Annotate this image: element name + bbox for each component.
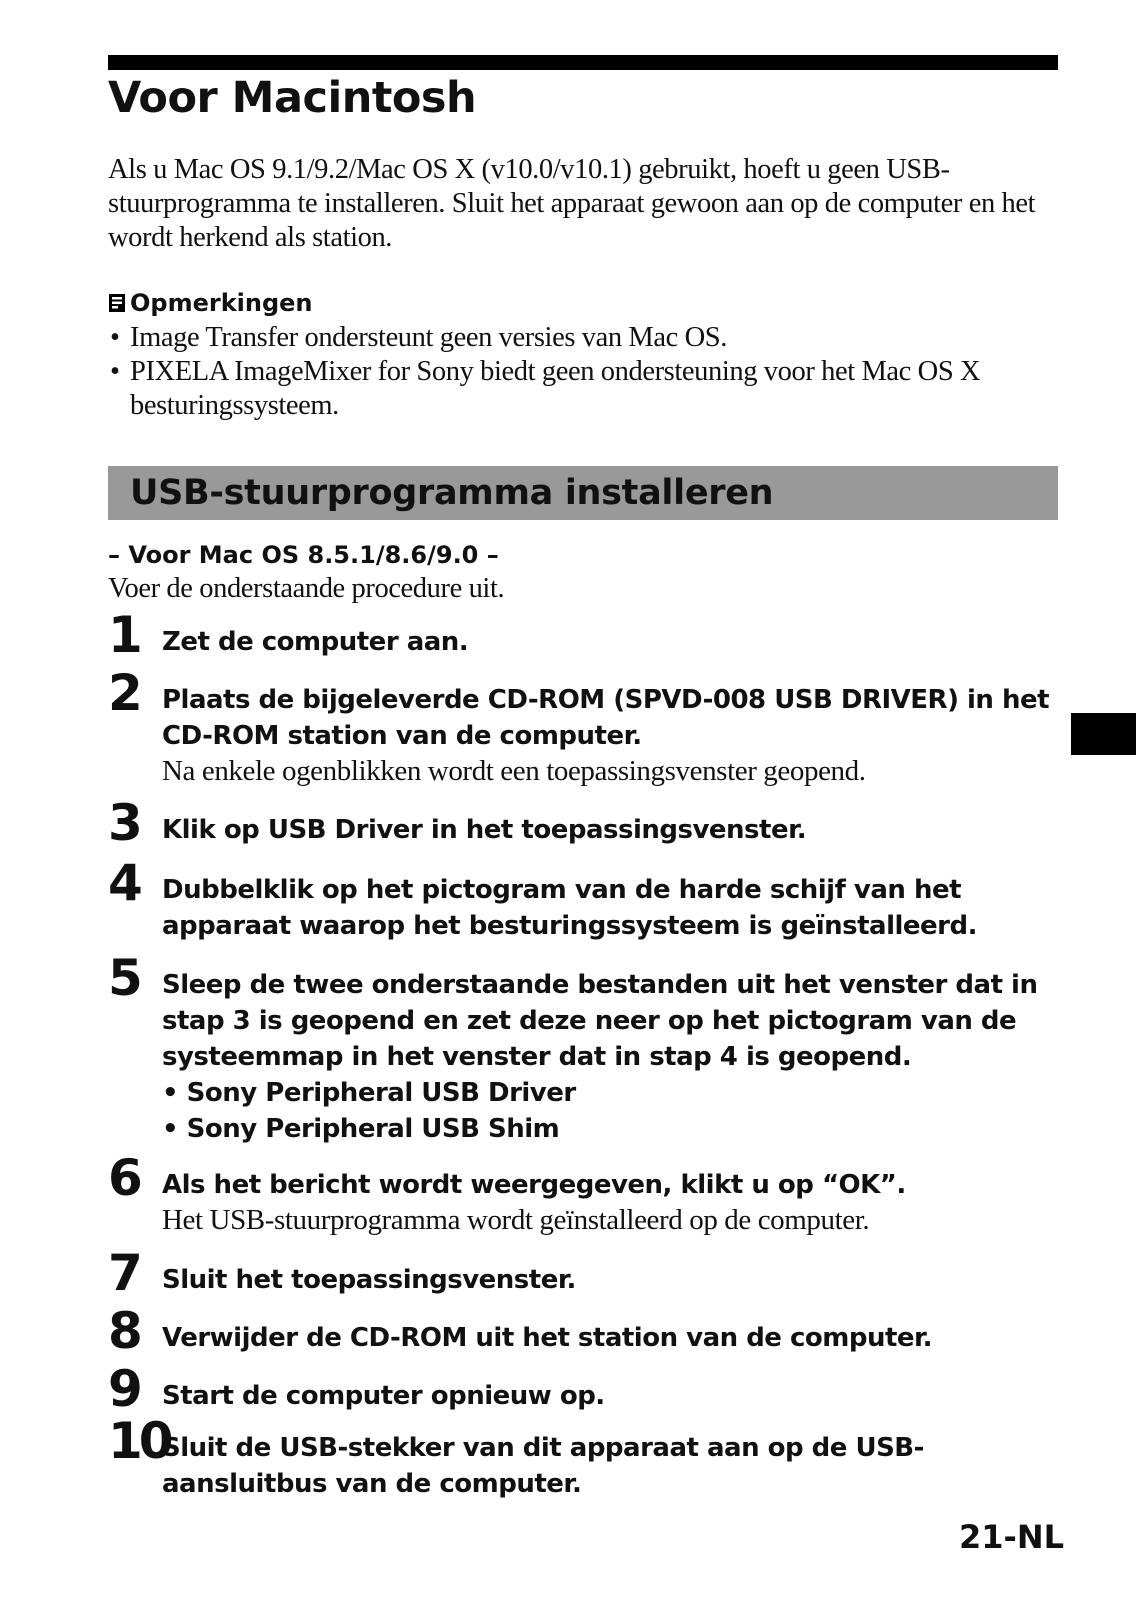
step: [108, 1360, 1058, 1418]
step-text: Sleep de twee onderstaande bestanden uit het venster dat in stap 3 is geopend en zet deze neer op het pictogram van de systeemmap in het venster dat in stap 4 is geopend.: [162, 970, 1038, 1072]
step: [108, 949, 1058, 1153]
step-number: 7: [108, 1244, 139, 1302]
list-item: • Sony Peripheral USB Driver: [162, 1078, 576, 1108]
step: [108, 1412, 1058, 1506]
intro-paragraph: Als u Mac OS 9.1/9.2/Mac OS X (v10.0/v10.1) gebruikt, hoeft u geen USB-stuurprogramma te installeren. Sluit het apparaat gewoon aan op de computer en het wordt herkend als station.: [108, 154, 1036, 253]
notes-heading-label: Opmerkingen: [130, 289, 313, 317]
step-text: Zet de computer aan.: [162, 627, 469, 657]
steps-list: [108, 606, 1058, 1506]
notes-heading: [108, 288, 313, 318]
note-text: Image Transfer ondersteunt geen versies van Mac OS.: [130, 322, 727, 353]
section-header-bar: [108, 466, 1058, 520]
step-detail: Na enkele ogenblikken wordt een toepassingsvenster geopend.: [162, 755, 866, 787]
list-item: [108, 321, 1058, 355]
step: [108, 1302, 1058, 1364]
step-text: Plaats de bijgeleverde CD-ROM (SPVD-008 USB DRIVER) in het CD-ROM station van de computer.: [162, 685, 1050, 751]
step-text: Start de computer opnieuw op.: [162, 1381, 605, 1411]
side-tab-marker: [1071, 713, 1136, 755]
step-number: 4: [108, 854, 139, 912]
step: [108, 1149, 1058, 1248]
step-text: Dubbelklik op het pictogram van de harde schijf van het apparaat waarop het besturingssysteem is geïnstalleerd.: [162, 875, 977, 941]
step-text: Sluit het toepassingsvenster.: [162, 1265, 576, 1295]
step-file-list: [162, 1075, 1058, 1147]
step-number: 8: [108, 1302, 139, 1360]
step: [108, 664, 1058, 798]
step-number: 9: [108, 1360, 139, 1418]
step-number: 2: [108, 664, 139, 722]
notes-list: [108, 321, 1058, 423]
step-number: 3: [108, 794, 139, 852]
file-name: Sony Peripheral USB Shim: [186, 1114, 560, 1144]
file-name: Sony Peripheral USB Driver: [186, 1078, 576, 1108]
step-number: 1: [108, 606, 139, 664]
bullet: •: [110, 322, 120, 353]
section-title: USB-stuurprogramma installeren: [130, 473, 774, 513]
step-text: Sluit de USB-stekker van dit apparaat aan op de USB-aansluitbus van de computer.: [162, 1433, 924, 1499]
section-intro: Voer de onderstaande procedure uit.: [108, 573, 505, 604]
step-text: Als het bericht wordt weergegeven, klikt u op “OK”.: [162, 1170, 906, 1200]
page-title: Voor Macintosh: [108, 73, 477, 123]
step-text: Klik op USB Driver in het toepassingsvenster.: [162, 815, 807, 845]
bullet: •: [110, 356, 120, 387]
step: [108, 854, 1058, 953]
note-text: PIXELA ImageMixer for Sony biedt geen ondersteuning voor het Mac OS X besturingssysteem.: [130, 356, 981, 421]
page-number: 21-NL: [959, 1518, 1064, 1556]
step-number: 6: [108, 1149, 139, 1207]
section-subhead: – Voor Mac OS 8.5.1/8.6/9.0 –: [108, 541, 499, 569]
step: [108, 1244, 1058, 1306]
step: [108, 606, 1058, 668]
list-item: [108, 355, 1058, 423]
step-number: 5: [108, 949, 139, 1007]
step-number: 10: [108, 1412, 170, 1470]
note-icon: [108, 293, 126, 313]
step-detail: Het USB-stuurprogramma wordt geïnstalleerd op de computer.: [162, 1204, 870, 1236]
step: [108, 794, 1058, 858]
list-item: • Sony Peripheral USB Shim: [162, 1114, 560, 1144]
step-text: Verwijder de CD-ROM uit het station van de computer.: [162, 1323, 933, 1353]
